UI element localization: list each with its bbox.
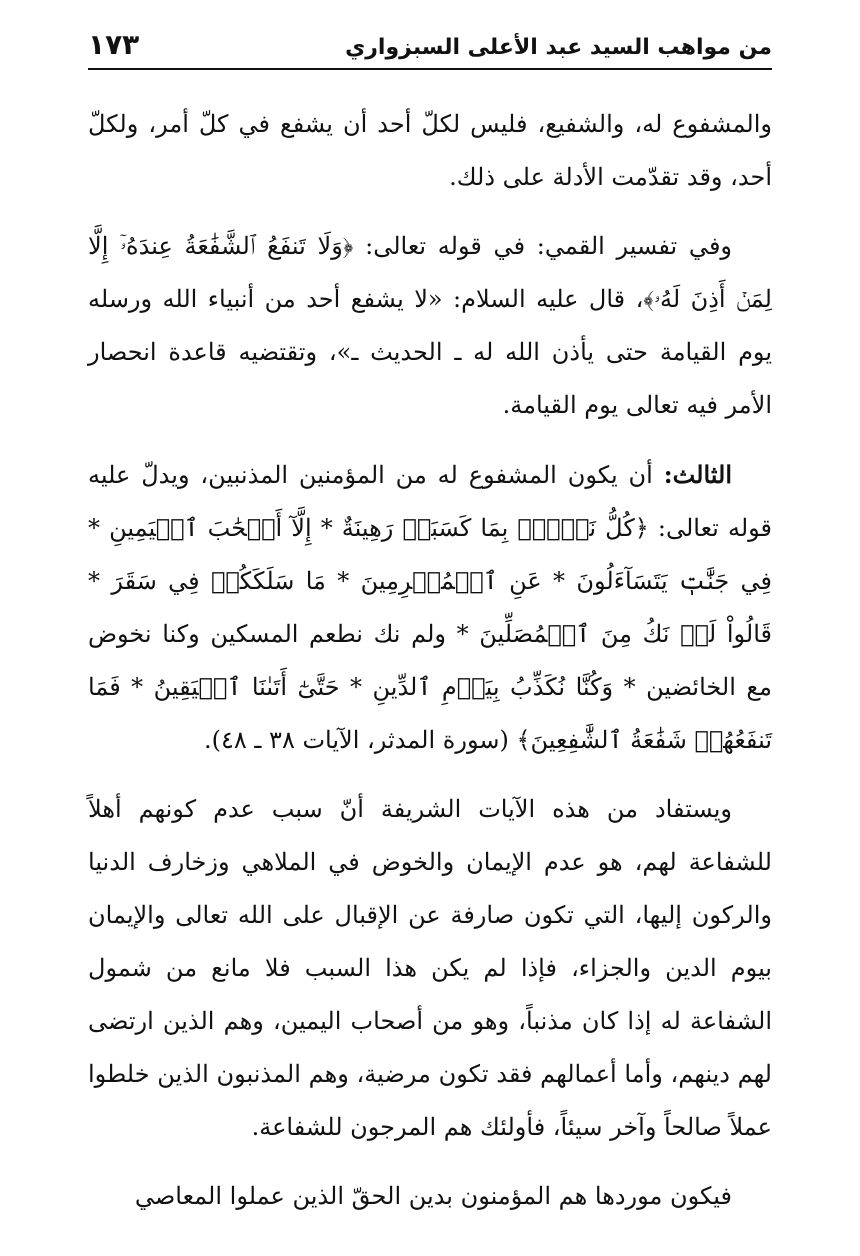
section-lead: الثالث:	[663, 460, 732, 489]
paragraph-3	[88, 448, 772, 767]
paragraph-5: فيكون موردها هم المؤمنون بدين الحقّ الذين عملوا المعاصي	[134, 1182, 732, 1210]
quran-verse: ﴿وَلَا تَنفَعُ ٱلشَّفَٰعَةُ عِندَهُۥٓ إِلَّا لِمَنۡ أَذِنَ لَهُۥ﴾	[88, 232, 772, 313]
paragraph-4: ويستفاد من هذه الآيات الشريفة أنّ سبب عدم كونهم أهلاً للشفاعة لهم، هو عدم الإيمان والخوض في الملاهي وزخارف الدنيا والركون إليها، التي تكون صارفة عن الإقبال على الله تعالى والإيمان بيوم الدين والجزاء، فإذا لم يكن هذا السبب فلا مانع من شمول الشفاعة له إذا كان مذنباً، وهو من أصحاب اليمين، وهم الذين ارتضى لهم دينهم، وأما أعمالهم فقد تكون مرضية، وهم المذنبون الذين خلطوا عملاً صالحاً وآخر سيئاً، فأولئك هم المرجون للشفاعة.	[88, 795, 772, 1141]
header-divider	[88, 68, 772, 70]
paragraph-3-middle: ولم نك نطعم المسكين وكنا نخوض مع الخائضين *	[88, 620, 772, 701]
page-body	[88, 98, 772, 1223]
paragraph-1: والمشفوع له، والشفيع، فليس لكلّ أحد أن يشفع في كلّ أمر، ولكلّ أحد، وقد تقدّمت الأدلة على ذلك.	[88, 110, 772, 191]
paragraph-2-text: ، قال عليه السلام: «لا يشفع أحد من أنبياء الله ورسله يوم القيامة حتى يأذن الله له ـ الحديث ـ»، وتقتضيه قاعدة انحصار الأمر فيه تعالى يوم القيامة.	[88, 285, 773, 419]
header-title: من مواهب السيد عبد الأعلى السبزواري	[345, 35, 772, 60]
page-number: ١٧٣	[88, 28, 140, 61]
quran-verse: وَكُنَّا نُكَذِّبُ بِيَوۡمِ ٱلدِّينِ * حَتَّىٰٓ أَتَىٰنَا ٱلۡيَقِينُ * فَمَا تَنفَعُهُمۡ شَفَٰعَةُ ٱلشَّٰفِعِينَ﴾	[88, 673, 772, 754]
quran-verse: ﴿كُلُّ نَفۡسِۭ بِمَا كَسَبَتۡ رَهِينَةٌ * إِلَّآ أَصۡحَٰبَ ٱلۡيَمِينِ * فِي جَنَّٰتٖ يَتَسَآءَلُونَ * عَنِ ٱلۡمُجۡرِمِينَ * مَا سَلَكَكُمۡ فِي سَقَرَ * قَالُواْ لَمۡ نَكُ مِنَ ٱلۡمُصَلِّينَ *	[88, 514, 772, 648]
paragraph-2-intro: وفي تفسير القمي: في قوله تعالى:	[353, 232, 732, 260]
paragraph-3-intro: أن يكون المشفوع له من المؤمنين المذنبين، ويدلّ عليه قوله تعالى:	[88, 461, 772, 542]
paragraph-2	[88, 220, 772, 432]
running-header	[88, 28, 772, 68]
verse-reference: (سورة المدثر، الآيات ٣٨ ـ ٤٨).	[203, 726, 517, 754]
